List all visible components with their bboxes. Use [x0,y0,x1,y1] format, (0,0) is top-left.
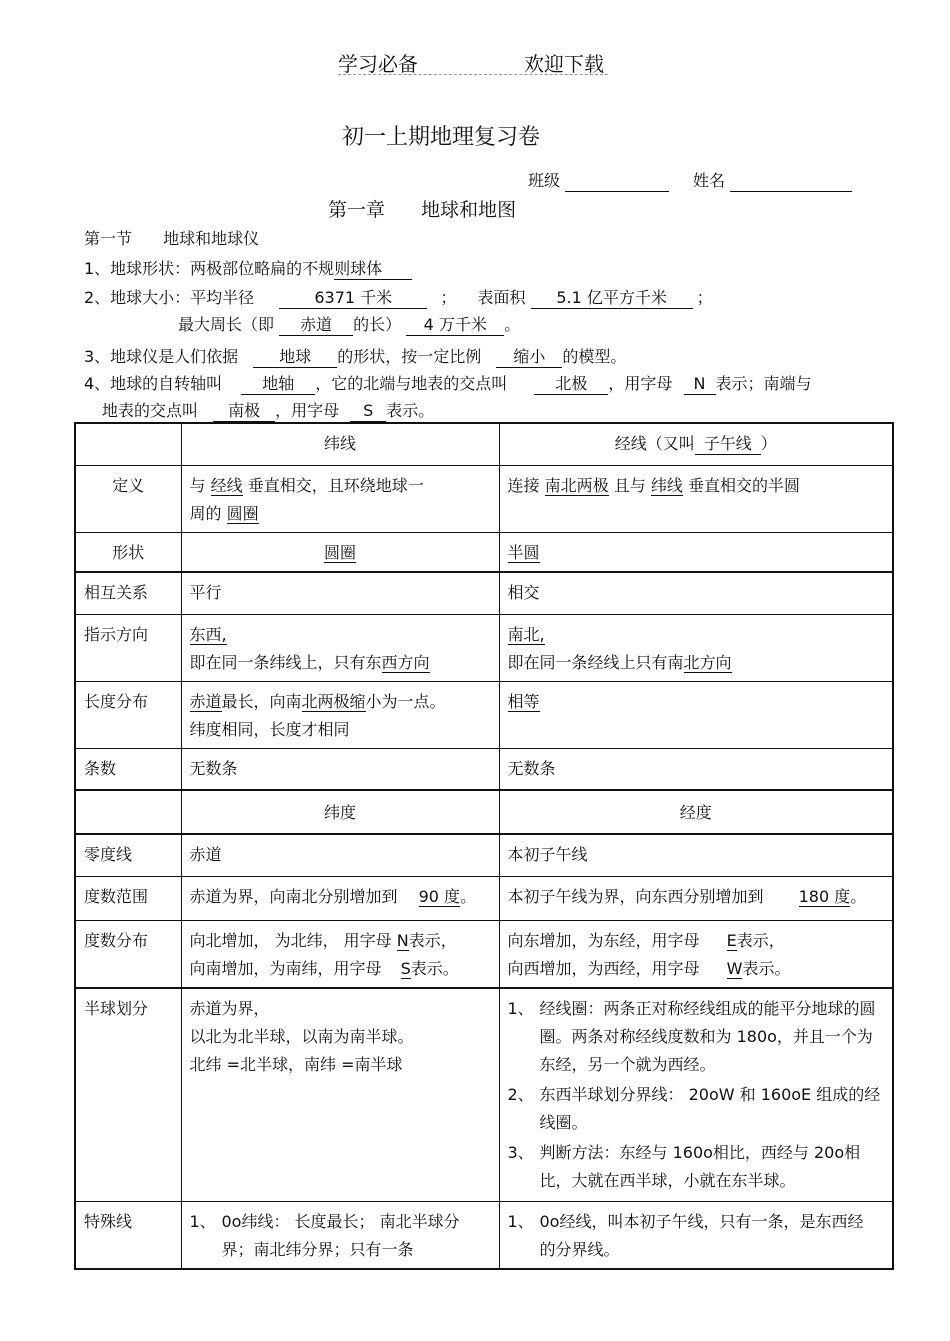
row-label-definition: 定义 [75,465,181,532]
lat-hemi-line1: 赤道为界， [189,998,270,1018]
table-row [75,920,893,988]
q3-prefix: 3、地球仪是人们依据 [84,347,239,366]
lon-special [499,1201,893,1269]
lon-hemi-list [508,995,883,1195]
lon-dist-e: E [726,930,737,950]
row-label-zero: 零度线 [75,834,181,876]
header-latitude-line: 纬线 [181,423,499,465]
header-lon-answer: 子午线 [695,434,761,455]
table-row [75,1201,893,1269]
chapter-heading [328,195,516,222]
list-item-number: 1、 [507,998,534,1018]
lat-def-answer2: 圆圈 [226,503,259,523]
lon-zero: 本初子午线 [499,834,893,876]
lon-dir-answer: 南北, [507,624,545,644]
q3-end: 的模型。 [562,347,627,366]
q4-mid4: ，用字母 [275,401,340,420]
q4-mid2: ，用字母 [608,374,673,393]
row-label-shape: 形状 [75,532,181,572]
q2-area: 5.1 亿平方千米 [531,288,693,309]
section-num: 第一节 [84,229,133,248]
lat-dist-text1: 向北增加， 为北纬， 用字母 [189,930,392,950]
row-label-count: 条数 [75,748,181,790]
row-label-distribution: 度数分布 [75,920,181,988]
question-2-line1 [84,285,713,309]
lat-dist-end1: 表示， [408,930,457,950]
table-corner-2 [75,790,181,834]
table-row [75,532,893,572]
table-row [75,988,893,1202]
lat-len-text2: 小为一点。 [365,691,446,711]
row-label-special: 特殊线 [75,1201,181,1269]
q4-n: N [684,374,716,395]
table-row [75,614,893,681]
lon-range-answer: 180 度 [798,886,851,906]
name-blank [730,171,852,192]
q2-sep: ； [440,288,457,307]
lat-dir-underlined: 西方向 [381,652,430,672]
lat-distribution [181,920,499,988]
list-item [508,995,883,1079]
table-row [75,834,893,876]
lat-shape-value: 圆圈 [323,542,356,562]
lon-dist-w: W [726,958,743,978]
q4-prefix: 4、地球的自转轴叫 [84,374,223,393]
q2-circ-of: 赤道 [279,315,353,336]
q2-area-label: 表面积 [477,288,526,307]
lat-def-text2: 垂直相交，且环绕地球一 [247,475,424,495]
lat-range [181,876,499,920]
lon-dir-underlined: 北方向 [683,652,732,672]
row-label-range: 度数范围 [75,876,181,920]
header-divider [338,74,608,75]
header-left: 学习必备 [338,52,418,76]
lat-hemisphere [181,988,499,1202]
lat-def-answer1: 经线 [210,475,243,495]
q1-prefix: 1、地球形状：两极部位略扁的不规 [84,259,335,278]
q2-line2-prefix: 最大周长（即 [178,315,275,334]
lat-dist-end2: 表示。 [410,958,459,978]
lat-relation: 平行 [181,572,499,614]
lat-dir-text: 即在同一条纬线上，只有东 [189,652,382,672]
q2-line2-end: 。 [504,315,521,334]
lat-shape [181,532,499,572]
table-corner [75,423,181,465]
q4-south: 南极 [213,401,275,422]
lat-len-poles: 北两极缩 [301,691,366,711]
lat-special-number: 1、 [189,1211,216,1231]
lat-count: 无数条 [181,748,499,790]
q4-s: S [350,401,386,422]
q1-answer: 则球体 [334,259,412,280]
q2-radius: 6371 千米 [279,288,427,309]
question-2-line2 [178,312,520,336]
lat-def-text3: 周的 [189,503,222,523]
q2-circ: 4 万千米 [406,315,504,336]
q2-end: ； [696,288,713,307]
lon-dist-text2: 向西增加，为西经，用字母 [507,958,700,978]
lon-hemisphere [499,988,893,1202]
q4-mid3: 表示；南端与 [715,374,812,393]
lon-relation: 相交 [499,572,893,614]
class-field [528,168,669,192]
q2-prefix: 2、地球大小：平均半径 [84,288,255,307]
lon-definition [499,465,893,532]
list-item [508,1139,883,1195]
question-4-line1 [84,371,812,395]
header-lon-prefix: 经线（又叫 [614,434,695,453]
lat-dist-text2: 向南增加，为南纬，用字母 [189,958,382,978]
lon-def-text1: 连接 [507,475,540,495]
question-4-line2 [102,398,434,422]
lat-definition [181,465,499,532]
table-row [75,465,893,532]
lon-direction [499,614,893,681]
section-heading [84,226,259,249]
table-row [75,681,893,748]
lon-len-value: 相等 [507,691,540,711]
row-label-relation: 相互关系 [75,572,181,614]
lat-zero: 赤道 [181,834,499,876]
lat-def-text1: 与 [189,475,206,495]
lon-def-answer1: 南北两极 [544,475,609,495]
q4-line2-prefix: 地表的交点叫 [102,401,199,420]
header-longitude-line [499,423,893,465]
lon-special-text: 0o经线，叫本初子午线，只有一条，是东西经的分界线。 [539,1211,864,1259]
list-item-text: 判断方法：东经与 160o相比，西经与 20o相比，大就在西半球，小就在东半球。 [539,1142,861,1190]
lon-def-text3: 垂直相交的半圆 [687,475,800,495]
class-blank [565,171,669,192]
lon-count: 无数条 [499,748,893,790]
lat-len-text1: 最长，向南 [221,691,302,711]
q3-mid: 的形状，按一定比例 [337,347,482,366]
list-item-number: 2、 [507,1084,534,1104]
table-row [75,423,893,465]
table-row [75,790,893,834]
lat-range-end: 。 [460,886,477,906]
lat-len-equator: 赤道 [189,691,222,711]
lon-special-number: 1、 [507,1211,534,1231]
lat-length [181,681,499,748]
lon-def-answer2: 纬线 [650,475,683,495]
chapter-num: 第一章 [328,199,386,221]
lat-range-answer: 90 度 [418,886,461,906]
table-row [75,572,893,614]
lon-dir-text: 即在同一条经线上只有南 [507,652,684,672]
q4-axis: 地轴 [241,374,315,395]
lon-length [499,681,893,748]
lon-def-text2: 且与 [613,475,646,495]
lat-special-text: 0o纬线： 长度最长； 南北半球分界；南北纬分界；只有一条 [221,1211,460,1259]
list-item [508,1081,883,1137]
lat-dist-s: S [400,958,411,978]
section-name: 地球和地球仪 [163,229,260,248]
class-label: 班级 [528,171,561,190]
header-right: 欢迎下载 [524,52,604,76]
comparison-table [74,422,894,1270]
lon-distribution [499,920,893,988]
lat-len-text3: 纬度相同，长度才相同 [189,719,350,739]
q4-north: 北极 [534,374,608,395]
lat-direction [181,614,499,681]
lon-range-end: 。 [850,886,867,906]
lon-shape-value: 半圆 [507,542,540,562]
q4-mid1: ，它的北端与地表的交点叫 [315,374,508,393]
q4-end: 表示。 [386,401,435,420]
row-label-direction: 指示方向 [75,614,181,681]
question-1 [84,256,412,280]
table-row [75,876,893,920]
header-longitude: 经度 [499,790,893,834]
lon-dist-text1: 向东增加，为东经，用字母 [507,930,700,950]
page-title: 初一上期地理复习卷 [342,125,541,150]
lon-range [499,876,893,920]
q2-circ-mid: 的长） [353,315,402,334]
row-label-length: 长度分布 [75,681,181,748]
lat-hemi-line2: 以北为北半球，以南为南半球。 [189,1026,414,1046]
question-3 [84,344,626,368]
name-field [693,168,852,192]
lon-range-text: 本初子午线为界，向东西分别增加到 [507,886,764,906]
header-latitude: 纬度 [181,790,499,834]
lon-dist-end1: 表示， [736,930,785,950]
lat-dist-n: N [396,930,409,950]
name-label: 姓名 [693,171,726,190]
table-row [75,748,893,790]
lat-hemi-line3: 北纬 =北半球，南纬 =南半球 [189,1054,403,1074]
lat-range-text: 赤道为界，向南北分别增加到 [189,886,398,906]
lat-special [181,1201,499,1269]
row-label-hemisphere: 半球划分 [75,988,181,1202]
q3-a2: 缩小 [496,347,562,368]
q3-a1: 地球 [253,347,337,368]
lat-dir-answer: 东西, [189,624,227,644]
list-item-text: 经线圈：两条正对称经线组成的能平分地球的圆圈。两条对称经线度数和为 180o，并且一个为东经，另一个就为西经。 [539,998,876,1074]
header-lon-end: ） [760,434,777,453]
lon-dist-end2: 表示。 [742,958,791,978]
lon-shape [499,532,893,572]
list-item-text: 东西半球划分界线： 20oW 和 160oE 组成的经线圈。 [539,1084,881,1132]
chapter-name: 地球和地图 [421,199,517,221]
list-item-number: 3、 [507,1142,534,1162]
